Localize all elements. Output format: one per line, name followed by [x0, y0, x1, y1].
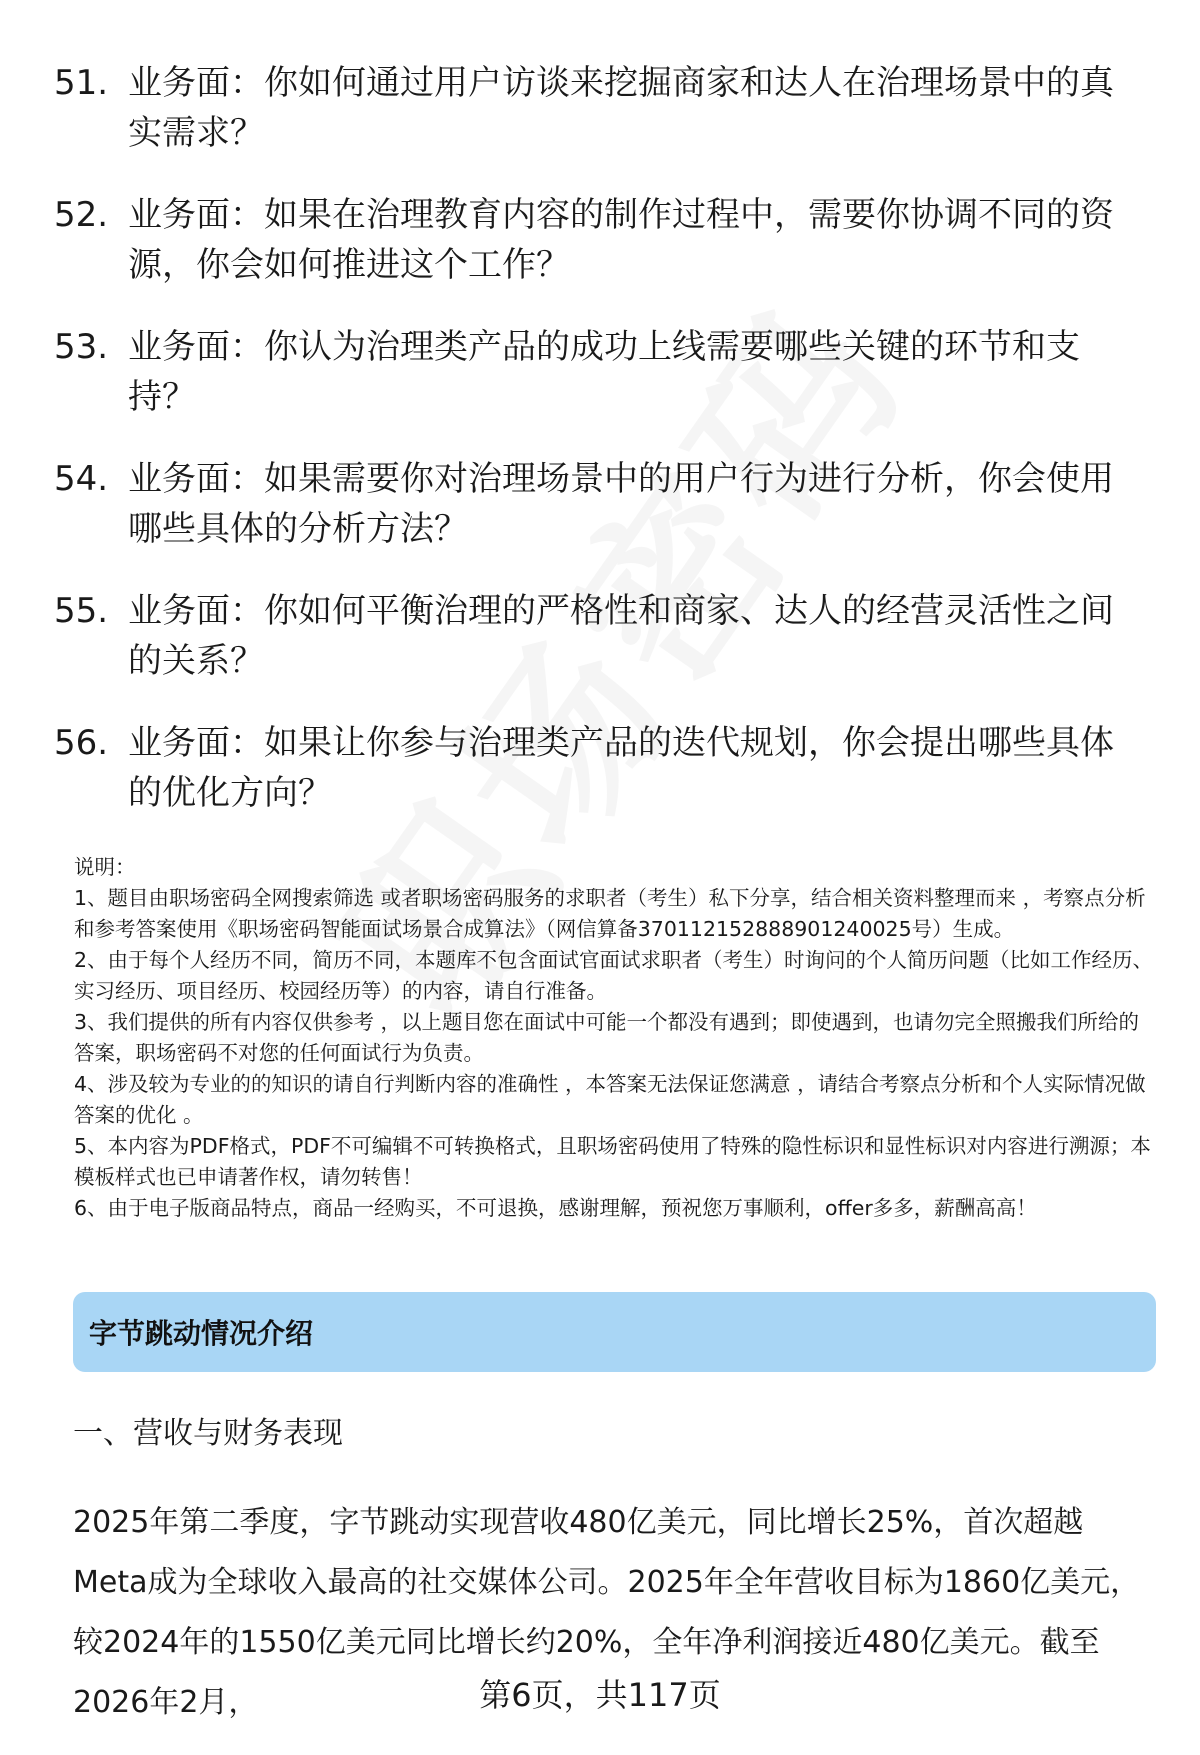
- note-item: 4、涉及较为专业的的知识的请自行判断内容的准确性 ，本答案无法保证您满意 ，请结合考察点分析和个人实际情况做答案的优化 。: [74, 1072, 1146, 1127]
- question-text: 业务面：你如何通过用户访谈来挖掘商家和达人在治理场景中的真实需求？: [128, 63, 1114, 153]
- section-header: [73, 1292, 1156, 1372]
- question-number: 53.: [54, 327, 109, 367]
- subheading: 一、营收与财务表现: [73, 1416, 343, 1451]
- question-text: 业务面：如果需要你对治理场景中的用户行为进行分析，你会使用哪些具体的分析方法？: [128, 459, 1114, 549]
- notes-title: 说明：: [74, 855, 136, 879]
- body-paragraph: 2025年第二季度，字节跳动实现营收480亿美元，同比增长25%，首次超越Meta成为全球收入最高的社交媒体公司。2025年全年营收目标为1860亿美元，较2024年的1550亿美元同比增长约20%，全年净利润接近480亿美元。截至2026年2月，: [73, 1505, 1141, 1720]
- question-number: 51.: [54, 63, 109, 103]
- question-text: 业务面：如果让你参与治理类产品的迭代规划，你会提出哪些具体的优化方向？: [128, 723, 1114, 813]
- note-item: 6、由于电子版商品特点，商品一经购买，不可退换，感谢理解，预祝您万事顺利，offer多多，薪酬高高！: [74, 1196, 1037, 1220]
- question-number: 54.: [54, 459, 109, 499]
- question-list: [54, 58, 1144, 850]
- page-number: 第6页，共117页: [479, 1676, 721, 1714]
- question-text: 业务面：你如何平衡治理的严格性和商家、达人的经营灵活性之间的关系？: [128, 591, 1114, 681]
- question-item: [54, 322, 1144, 422]
- note-item: 3、我们提供的所有内容仅供参考 ，以上题目您在面试中可能一个都没有遇到；即使遇到，也请勿完全照搬我们所给的答案，职场密码不对您的任何面试行为负责。: [74, 1010, 1140, 1065]
- question-item: [54, 58, 1144, 158]
- section-title: 字节跳动情况介绍: [89, 1317, 314, 1350]
- question-item: [54, 718, 1144, 818]
- question-text: 业务面：你认为治理类产品的成功上线需要哪些关键的环节和支持？: [128, 327, 1080, 417]
- note-item: 1、题目由职场密码全网搜索筛选 或者职场密码服务的求职者（考生）私下分享，结合相关资料整理而来 ，考察点分析和参考答案使用《职场密码智能面试场景合成算法》（网信算备370112152888901240025号）生成。: [74, 886, 1146, 941]
- notes-block: [74, 852, 1154, 1224]
- question-number: 52.: [54, 195, 109, 235]
- question-number: 55.: [54, 591, 109, 631]
- question-item: [54, 190, 1144, 290]
- question-item: [54, 586, 1144, 686]
- question-item: [54, 454, 1144, 554]
- note-item: 2、由于每个人经历不同，简历不同，本题库不包含面试官面试求职者（考生）时询问的个人简历问题（比如工作经历、实习经历、项目经历、校园经历等）的内容，请自行准备。: [74, 948, 1154, 1003]
- question-text: 业务面：如果在治理教育内容的制作过程中，需要你协调不同的资源，你会如何推进这个工作？: [128, 195, 1114, 285]
- question-number: 56.: [54, 723, 109, 763]
- note-item: 5、本内容为PDF格式，PDF不可编辑不可转换格式，且职场密码使用了特殊的隐性标识和显性标识对内容进行溯源；本模板样式也已申请著作权，请勿转售！: [74, 1134, 1151, 1189]
